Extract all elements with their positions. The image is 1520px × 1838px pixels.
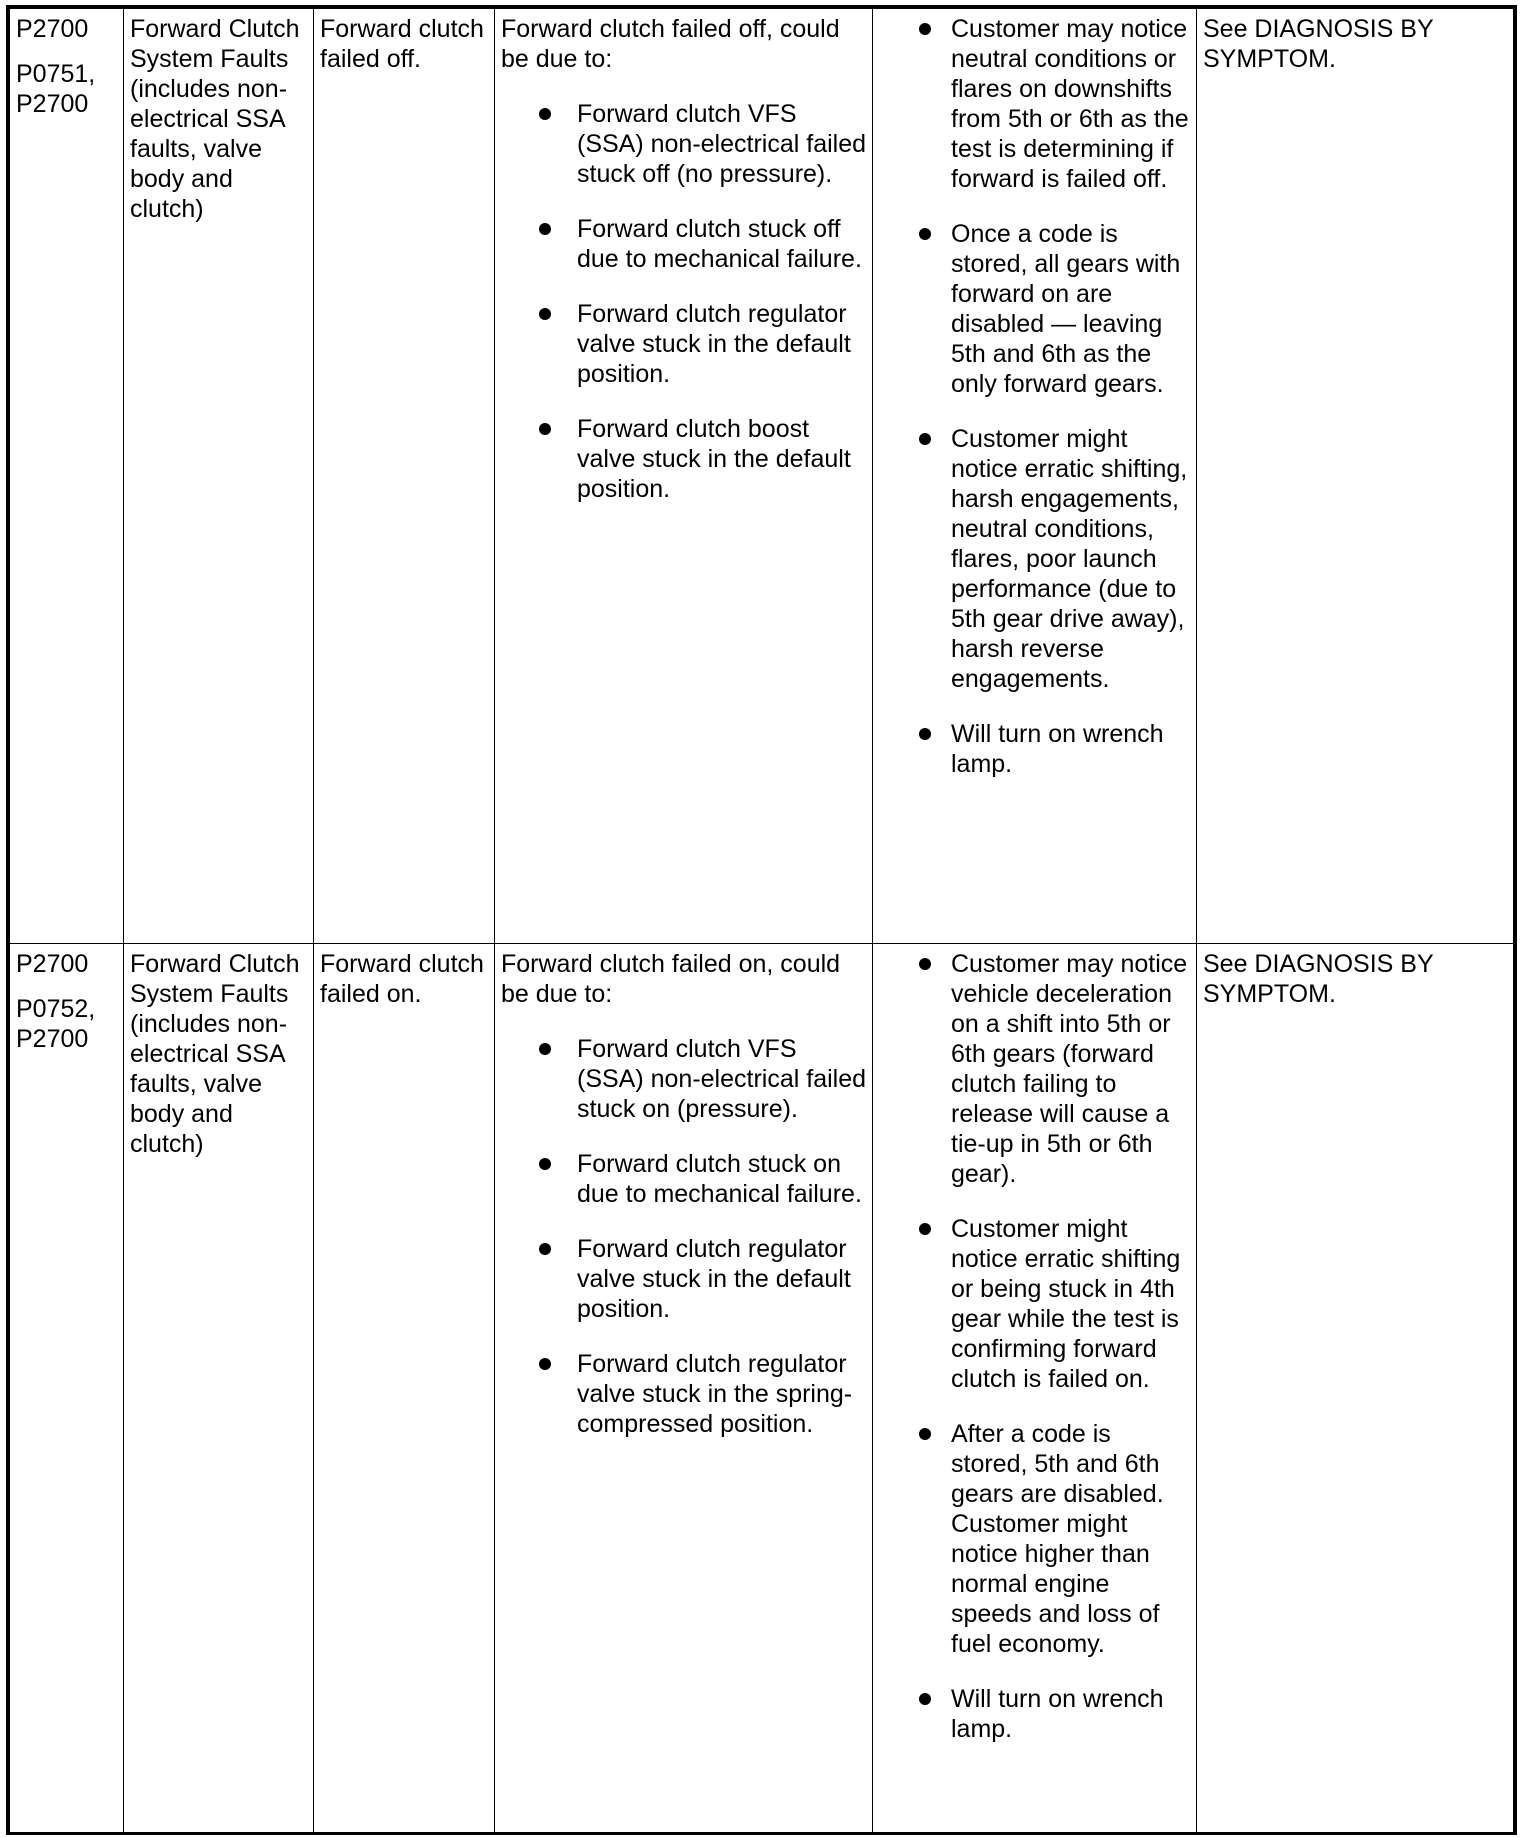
bullet-icon [539,1158,551,1170]
bullet-icon [539,423,551,435]
bullet-icon [539,1243,551,1255]
list-item [539,214,868,274]
symptoms-cell [873,9,1197,944]
list-item [918,719,1192,779]
list-item [539,1034,868,1124]
bullet-icon [919,1223,931,1235]
list-item [539,414,868,504]
bullet-icon [539,108,551,120]
list-item [918,949,1192,1189]
causes-cell [495,944,873,1835]
list-item [539,1349,868,1439]
fault-condition: Forward clutch failed on. [320,950,484,1008]
list-item [918,1214,1192,1394]
condition-cell [314,9,495,944]
list-item [539,1149,868,1209]
symptom-text: After a code is stored, 5th and 6th gears are disabled. Customer might notice higher than normal engine speeds and loss of fuel economy. [951,1420,1164,1658]
bullet-icon [539,1043,551,1055]
cause-text: Forward clutch VFS (SSA) non-electrical failed stuck on (pressure). [577,1035,867,1123]
bullet-icon [919,228,931,240]
symptoms-list [918,949,1192,1744]
description-cell [124,9,314,944]
action-text: See DIAGNOSIS BY SYMPTOM. [1203,950,1434,1008]
bullet-icon [919,433,931,445]
action-cell [1197,9,1514,944]
causes-intro: Forward clutch failed on, could be due to: [501,950,841,1008]
symptom-text: Customer might notice erratic shifting or being stuck in 4th gear while the test is confirming forward clutch is failed on. [951,1215,1181,1393]
symptoms-list [918,14,1192,779]
list-item [918,1684,1192,1744]
diagnostic-table [9,8,1514,1835]
fault-description: Forward Clutch System Faults (includes non-electrical SSA faults, valve body and clutch) [130,950,300,1158]
dtc-primary: P2700 [16,950,89,978]
causes-intro: Forward clutch failed off, could be due to: [501,15,840,73]
bullet-icon [919,958,931,970]
dtc-tertiary: P2700 [16,1025,89,1053]
list-item [918,1419,1192,1659]
dtc-cell [10,9,124,944]
bullet-icon [539,1358,551,1370]
symptom-text: Customer may notice vehicle deceleration on a shift into 5th or 6th gears (forward clutch failing to release will cause a tie-up in 5th or 6th gear). [951,950,1188,1188]
symptom-text: Customer may notice neutral conditions or flares on downshifts from 5th or 6th as the test is determining if forward is failed off. [951,15,1189,193]
symptom-text: Will turn on wrench lamp. [951,1685,1164,1743]
causes-list [539,1034,868,1439]
diagnostic-table-container [6,5,1517,1835]
cause-text: Forward clutch stuck off due to mechanical failure. [577,215,862,273]
list-item [918,219,1192,399]
fault-condition: Forward clutch failed off. [320,15,484,73]
table-row [10,944,1514,1835]
symptom-text: Once a code is stored, all gears with forward on are disabled — leaving 5th and 6th as the only forward gears. [951,220,1181,398]
action-text: See DIAGNOSIS BY SYMPTOM. [1203,15,1434,73]
bullet-icon [919,1693,931,1705]
list-item [918,14,1192,194]
causes-list [539,99,868,504]
causes-cell [495,9,873,944]
list-item [918,424,1192,694]
condition-cell [314,944,495,1835]
cause-text: Forward clutch stuck on due to mechanical failure. [577,1150,862,1208]
action-cell [1197,944,1514,1835]
cause-text: Forward clutch boost valve stuck in the default position. [577,415,851,503]
dtc-tertiary: P2700 [16,90,89,118]
description-cell [124,944,314,1835]
symptoms-cell [873,944,1197,1835]
cause-text: Forward clutch regulator valve stuck in the spring-compressed position. [577,1350,853,1438]
dtc-cell [10,944,124,1835]
bullet-icon [539,223,551,235]
bullet-icon [919,728,931,740]
list-item [539,299,868,389]
dtc-secondary: P0752, [16,995,96,1023]
bullet-icon [919,23,931,35]
dtc-secondary: P0751, [16,60,96,88]
table-row [10,9,1514,944]
cause-text: Forward clutch VFS (SSA) non-electrical failed stuck off (no pressure). [577,100,867,188]
cause-text: Forward clutch regulator valve stuck in the default position. [577,300,851,388]
list-item [539,99,868,189]
bullet-icon [539,308,551,320]
symptom-text: Will turn on wrench lamp. [951,720,1164,778]
symptom-text: Customer might notice erratic shifting, harsh engagements, neutral conditions, flares, poor launch performance (due to 5th gear drive away), harsh reverse engagements. [951,425,1188,693]
bullet-icon [919,1428,931,1440]
list-item [539,1234,868,1324]
dtc-primary: P2700 [16,15,89,43]
fault-description: Forward Clutch System Faults (includes non-electrical SSA faults, valve body and clutch) [130,15,300,223]
cause-text: Forward clutch regulator valve stuck in the default position. [577,1235,851,1323]
